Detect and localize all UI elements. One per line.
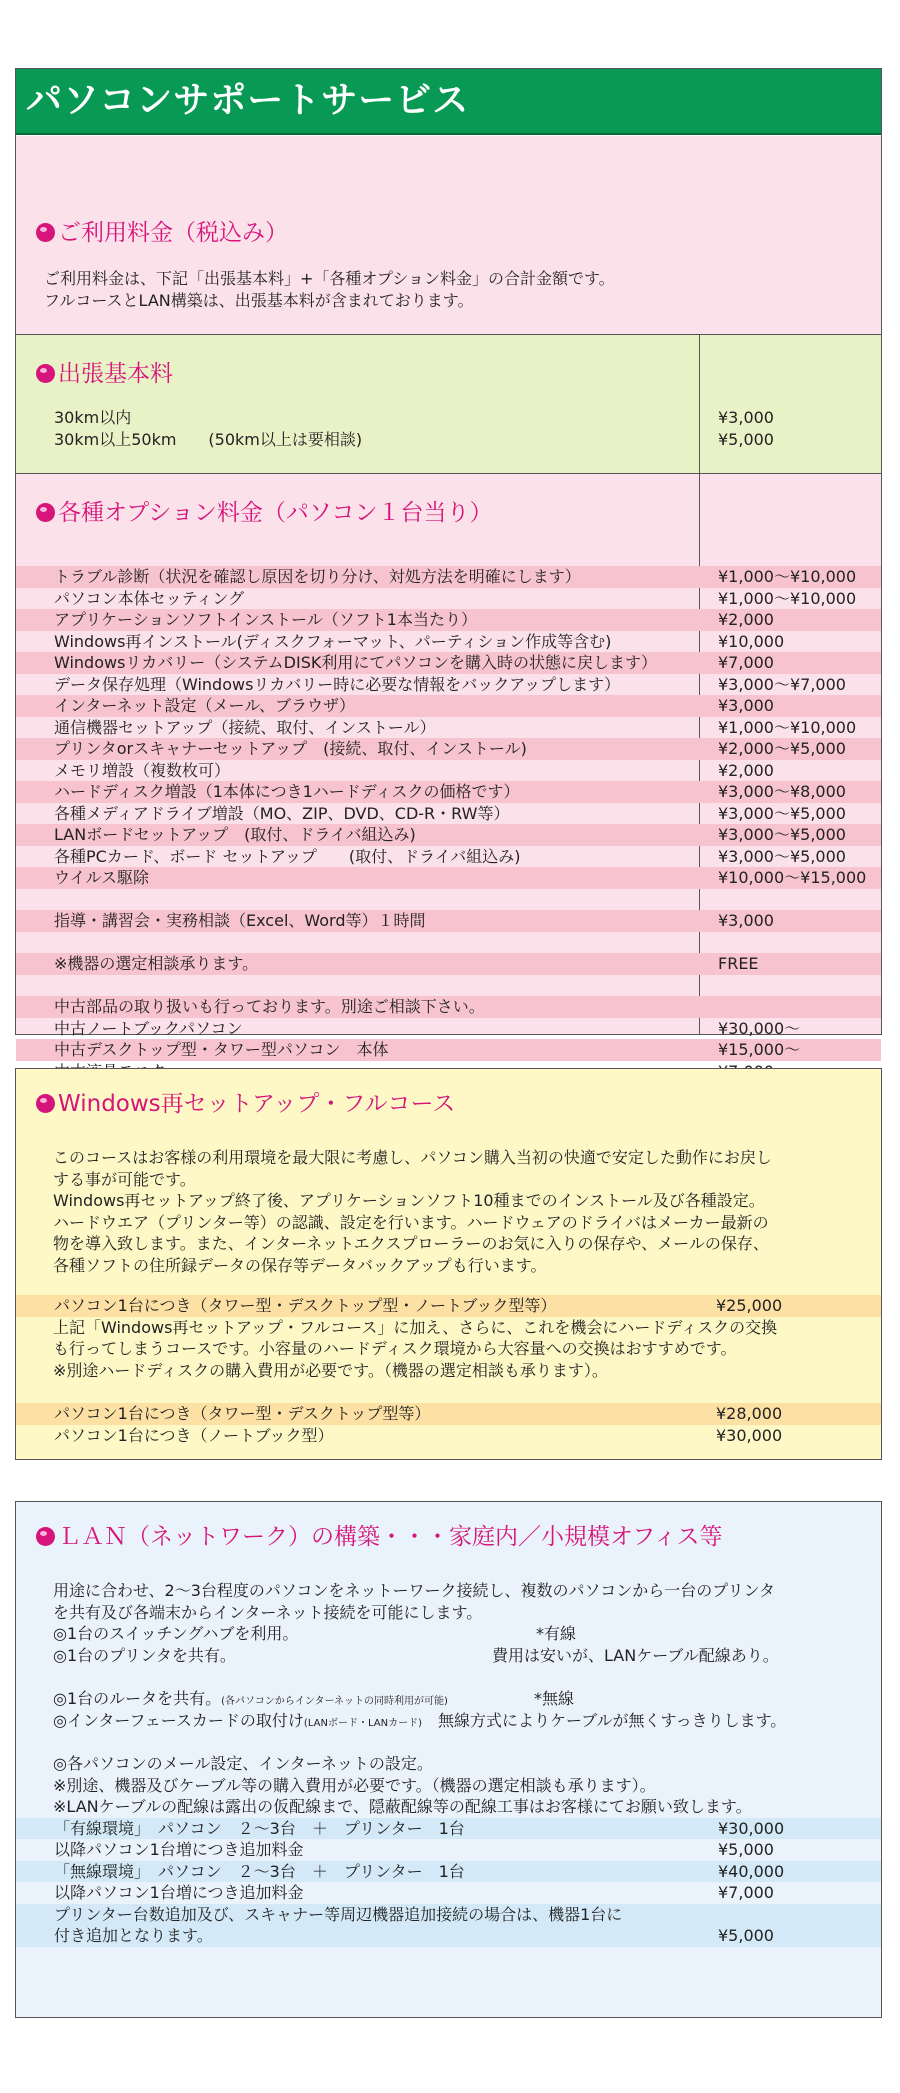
option-price: ¥3,000 bbox=[718, 696, 774, 715]
fees-line-2: フルコースとLAN構築は、出張基本料が含まれております。 bbox=[44, 290, 474, 310]
option-price: ¥2,000 bbox=[718, 610, 774, 629]
option-price: ¥3,000～¥7,000 bbox=[718, 674, 846, 694]
windows-line: 上記「Windows再セットアップ・フルコース」に加え、さらに、これを機会にハードディスクの交換 bbox=[53, 1317, 778, 1337]
option-price: ¥1,000～¥10,000 bbox=[718, 717, 857, 737]
wired-item: ◎1台のスイッチングハブを利用。 bbox=[53, 1624, 299, 1643]
fees-line-1: ご利用料金は、下記「出張基本料」+「各種オプション料金」の合計金額です。 bbox=[44, 269, 615, 288]
lan-heading: ＬＡＮ（ネットワーク）の構築・・・家庭内／小規模オフィス等 bbox=[36, 1522, 722, 1552]
option-label: 指導・講習会・実務相談（Excel、Word等）１時間 bbox=[54, 911, 426, 930]
option-price: ¥1,000～¥10,000 bbox=[718, 588, 857, 608]
table-row bbox=[16, 803, 881, 825]
table-row bbox=[16, 781, 881, 803]
option-label: LANボードセットアップ (取付、ドライバ組込み) bbox=[54, 825, 416, 844]
options-section bbox=[16, 474, 881, 1059]
option-price: ¥2,000 bbox=[718, 760, 774, 780]
table-row bbox=[16, 1018, 881, 1040]
table-row bbox=[16, 652, 881, 674]
title-bar bbox=[16, 69, 881, 135]
windows-line: Windows再セットアップ終了後、アプリケーションソフト10種までのインストール及び各種設定。 bbox=[53, 1191, 765, 1210]
option-label: 通信機器セットアップ（接続、取付、インストール） bbox=[54, 717, 436, 737]
table-row bbox=[16, 953, 881, 975]
price-row: パソコン1台につき（タワー型・デスクトップ型・ノートブック型等） ¥25,000 bbox=[16, 1295, 881, 1317]
option-price: ¥7,000 bbox=[718, 653, 774, 672]
lan-note: ◎各パソコンのメール設定、インターネットの設定。 bbox=[53, 1754, 433, 1773]
option-label: ※機器の選定相談承ります。 bbox=[54, 954, 259, 973]
option-label: プリンタorスキャナーセットアップ (接続、取付、インストール) bbox=[54, 739, 527, 758]
wireless-item: ◎インターフェースカードの取付け(LANボード・LANカード) 無線方式によりケーブルが無くすっきりします。 bbox=[53, 1710, 787, 1730]
table-row bbox=[16, 588, 881, 610]
page-title: パソコンサポートサービス bbox=[26, 80, 470, 121]
option-label: 中古ノートブックパソコン bbox=[54, 1018, 243, 1038]
bullet-icon bbox=[36, 1527, 55, 1546]
price-row: パソコン1台につき（タワー型・デスクトップ型等） ¥28,000 bbox=[16, 1403, 881, 1425]
option-label: 中古部品の取り扱いも行っております。別途ご相談下さい。 bbox=[54, 997, 485, 1016]
travel-heading: 出張基本料 bbox=[36, 359, 173, 389]
option-price: ¥3,000～¥5,000 bbox=[718, 825, 846, 844]
table-row bbox=[16, 631, 881, 653]
table-row bbox=[16, 932, 881, 954]
windows-line: する事が可能です。 bbox=[53, 1169, 196, 1189]
table-row bbox=[16, 824, 881, 846]
option-label: データ保存処理（Windowsリカバリー時に必要な情報をバックアップします） bbox=[54, 674, 621, 694]
price-row: 以降パソコン1台増につき追加料金 ¥7,000 bbox=[54, 1883, 774, 1902]
wired-tag: *有線 bbox=[536, 1624, 577, 1643]
lan-note: ※LANケーブルの配線は露出の仮配線まで、隠蔽配線等の配線工事はお客様にてお願い致します。 bbox=[53, 1797, 752, 1816]
price-column-divider bbox=[699, 335, 700, 473]
windows-line: このコースはお客様の利用環境を最大限に考慮し、パソコン購入当初の快適で安定した動作にお戻し bbox=[53, 1148, 772, 1167]
table-row bbox=[16, 1039, 881, 1061]
windows-line: も行ってしまうコースです。小容量のハードディスク環境から大容量への交換はおすすめです。 bbox=[53, 1339, 737, 1358]
option-price: ¥2,000～¥5,000 bbox=[718, 739, 846, 758]
table-row bbox=[16, 889, 881, 911]
table-row bbox=[16, 760, 881, 782]
table-row bbox=[16, 910, 881, 932]
lan-panel bbox=[15, 1501, 882, 2018]
windows-heading: Windows再セットアップ・フルコース bbox=[36, 1089, 455, 1119]
option-price: ¥3,000～¥8,000 bbox=[718, 782, 846, 801]
fees-section bbox=[16, 136, 881, 334]
price-row: 「有線環境」 パソコン ２～3台 ＋ プリンター 1台 ¥30,000 bbox=[16, 1818, 881, 1840]
option-price: ¥10,000～¥15,000 bbox=[718, 868, 867, 887]
table-row bbox=[16, 609, 881, 631]
windows-line: ハードウエア（プリンター等）の認識、設定を行います。ハードウェアのドライバはメーカー最新の bbox=[53, 1212, 769, 1232]
option-label: パソコン本体セッティング bbox=[54, 588, 245, 608]
price-row: 付き追加となります。 ¥5,000 bbox=[16, 1925, 881, 1947]
option-price: FREE bbox=[718, 954, 759, 973]
bullet-icon bbox=[36, 1094, 55, 1113]
option-label: トラブル診断（状況を確認し原因を切り分け、対処方法を明確にします） bbox=[54, 567, 581, 586]
option-label: Windows再インストール(ディスクフォーマット、パーティション作成等含む) bbox=[54, 631, 612, 651]
windows-line: 物を導入致します。また、インターネットエクスプローラーのお気に入りの保存や、メールの保存、 bbox=[53, 1234, 769, 1253]
table-row bbox=[16, 975, 881, 997]
windows-course-panel bbox=[15, 1068, 882, 1460]
price-row: 「無線環境」 パソコン ２～3台 ＋ プリンター 1台 ¥40,000 bbox=[16, 1861, 881, 1883]
lan-note: ※別途、機器及びケーブル等の購入費用が必要です。（機器の選定相談も承ります）。 bbox=[53, 1775, 656, 1795]
option-label: アプリケーションソフトインストール（ソフト1本当たり） bbox=[54, 610, 477, 629]
bullet-icon bbox=[36, 503, 55, 522]
option-label: インターネット設定（メール、ブラウザ） bbox=[54, 696, 355, 715]
options-heading: 各種オプション料金（パソコン１台当り） bbox=[36, 498, 492, 528]
table-row bbox=[16, 996, 881, 1018]
table-row bbox=[16, 566, 881, 588]
option-label: メモリ増設（複数枚可） bbox=[54, 760, 231, 780]
bullet-icon bbox=[36, 223, 55, 242]
windows-line: ※別途ハードディスクの購入費用が必要です。（機器の選定相談も承ります）。 bbox=[53, 1360, 608, 1380]
table-row bbox=[16, 674, 881, 696]
table-row bbox=[16, 846, 881, 868]
option-label: Windowsリカバリー（システムDISK利用にてパソコンを購入時の状態に戻します） bbox=[54, 653, 658, 672]
table-row bbox=[16, 738, 881, 760]
lan-intro-line: を共有及び各端末からインターネット接続を可能にします。 bbox=[53, 1602, 483, 1622]
windows-line: 各種ソフトの住所録データの保存等データバックアップも行います。 bbox=[53, 1255, 547, 1275]
table-row: 30km以上50km (50km以上は要相談) ¥5,000 bbox=[54, 429, 774, 449]
table-row bbox=[16, 867, 881, 889]
option-label: ハードディスク増設（1本体につき1ハードディスクの価格です） bbox=[54, 782, 520, 801]
option-price: ¥3,000～¥5,000 bbox=[718, 803, 846, 823]
wireless-tag: *無線 bbox=[534, 1689, 575, 1708]
option-label: 各種PCカード、ボード セットアップ (取付、ドライバ組込み) bbox=[54, 846, 521, 866]
price-row: プリンター台数追加及び、スキャナー等周辺機器追加接続の場合は、機器1台に bbox=[16, 1904, 881, 1926]
option-label: 各種メディアドライブ増設（MO、ZIP、DVD、CD-R・RW等） bbox=[54, 803, 510, 823]
travel-section bbox=[16, 335, 881, 473]
option-price: ¥3,000～¥5,000 bbox=[718, 846, 846, 866]
lan-intro-line: 用途に合わせ、2～3台程度のパソコンをネットーワーク接続し、複数のパソコンから一台のプリンタ bbox=[53, 1581, 775, 1600]
option-price: ¥3,000 bbox=[718, 911, 774, 930]
bullet-icon bbox=[36, 364, 55, 383]
option-price: ¥30,000～ bbox=[718, 1018, 801, 1038]
option-price: ¥15,000～ bbox=[718, 1040, 801, 1059]
option-price: ¥1,000～¥10,000 bbox=[718, 567, 857, 586]
table-row bbox=[16, 695, 881, 717]
wired-note: 費用は安いが、LANケーブル配線あり。 bbox=[492, 1645, 779, 1665]
option-label: 中古デスクトップ型・タワー型パソコン 本体 bbox=[54, 1040, 389, 1059]
table-row bbox=[16, 717, 881, 739]
option-label: ウイルス駆除 bbox=[54, 868, 150, 887]
wired-item: ◎1台のプリンタを共有。 bbox=[53, 1645, 236, 1665]
table-row: 30km以内 ¥3,000 bbox=[54, 408, 774, 427]
price-row: 以降パソコン1台増につき追加料金 ¥5,000 bbox=[54, 1840, 774, 1859]
option-price: ¥10,000 bbox=[718, 631, 785, 651]
wireless-item: ◎1台のルータを共有。(各パソコンからインターネットの同時利用が可能) bbox=[53, 1689, 448, 1708]
fees-heading: ご利用料金（税込み） bbox=[36, 218, 288, 248]
price-row: パソコン1台につき（ノートブック型） ¥30,000 bbox=[54, 1425, 783, 1445]
support-service-panel bbox=[15, 68, 882, 1059]
